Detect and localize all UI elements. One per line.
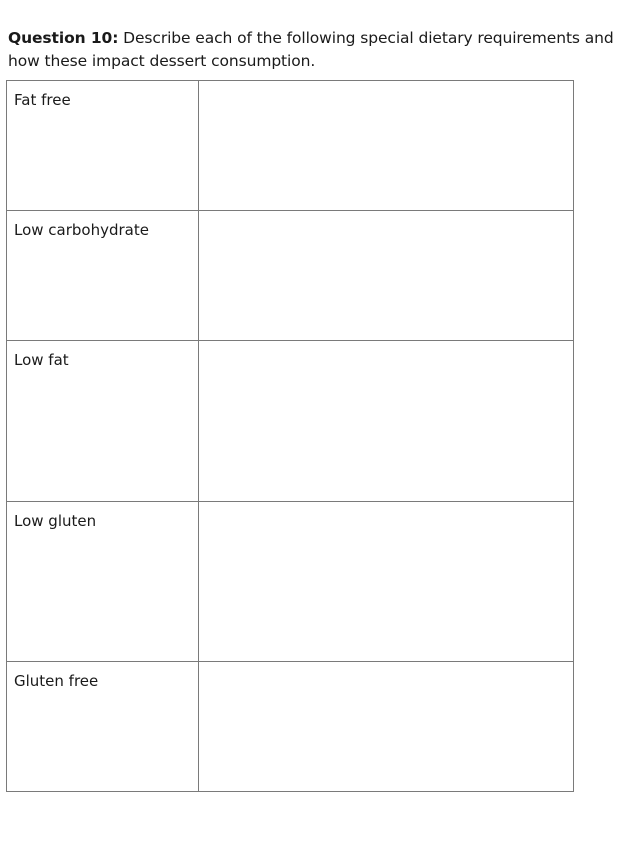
answer-cell[interactable] [199,81,574,211]
term-label: Gluten free [14,672,99,690]
table-row [7,341,574,502]
answer-cell[interactable] [199,662,574,792]
table-row [7,211,574,341]
term-cell [7,662,199,792]
term-cell [7,502,199,662]
answer-cell[interactable] [199,211,574,341]
question-prompt [8,27,628,73]
answer-cell[interactable] [199,502,574,662]
term-label: Low gluten [14,512,97,530]
term-label: Low fat [14,351,69,369]
term-label: Fat free [14,91,71,109]
term-cell [7,81,199,211]
table-row [7,502,574,662]
question-text: Describe each of the following special dietary requirements and how these impact dessert consumption. [8,29,614,70]
dietary-requirements-table [6,80,574,792]
question-number: Question 10: [8,29,119,47]
answer-cell[interactable] [199,341,574,502]
table-row [7,662,574,792]
term-cell [7,341,199,502]
term-cell [7,211,199,341]
term-label: Low carbohydrate [14,221,149,239]
table-row [7,81,574,211]
